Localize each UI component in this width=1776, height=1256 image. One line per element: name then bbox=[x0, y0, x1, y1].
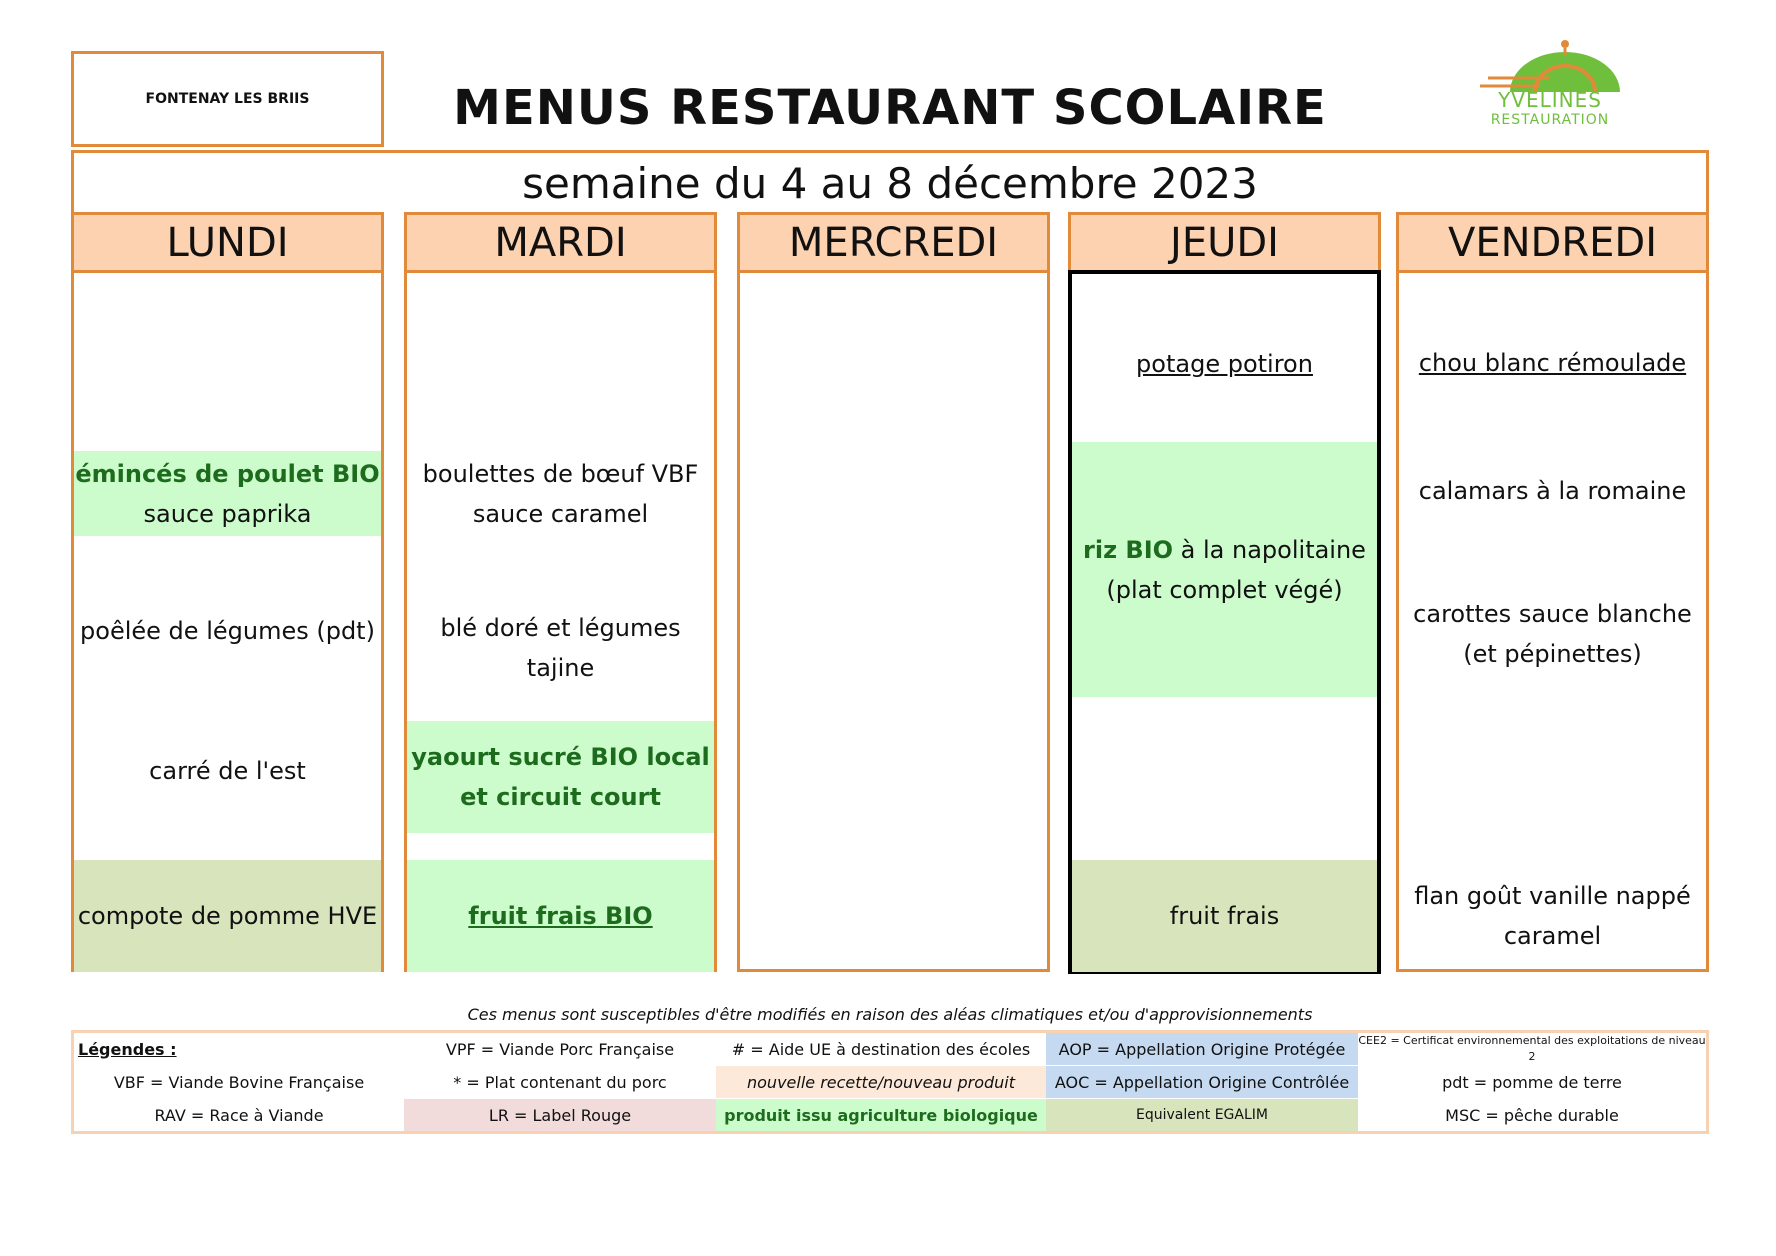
main-dish bbox=[407, 451, 714, 536]
legend-lr: LR = Label Rouge bbox=[404, 1099, 716, 1131]
day-column-lundi bbox=[71, 212, 384, 972]
side-dish-line1: carottes sauce blanche bbox=[1413, 599, 1692, 628]
school-name: FONTENAY LES BRIIS bbox=[145, 91, 310, 107]
day-column-mardi bbox=[404, 212, 717, 972]
side-dish-text: poêlée de légumes (pdt) bbox=[80, 616, 375, 645]
starter bbox=[1399, 328, 1706, 398]
legend-aop: AOP = Appellation Origine Protégée bbox=[1046, 1033, 1358, 1065]
dairy bbox=[407, 721, 714, 833]
logo-line1: YVELINES bbox=[1498, 88, 1602, 112]
legend-vpf: VPF = Viande Porc Française bbox=[445, 1039, 675, 1059]
dessert-text: compote de pomme HVE bbox=[77, 902, 378, 930]
legend-pdt: pdt = pomme de terre bbox=[1442, 1072, 1622, 1092]
legend-bio: produit issu agriculture biologique bbox=[716, 1099, 1046, 1131]
legend-cee2: CEE2 = Certificat environnemental des exploitations de niveau 2 bbox=[1358, 1034, 1706, 1063]
starter bbox=[1072, 329, 1377, 399]
cheese bbox=[74, 733, 381, 808]
dairy-line1: yaourt sucré BIO local bbox=[411, 743, 710, 771]
main-dish-text: calamars à la romaine bbox=[1418, 477, 1687, 505]
dessert-line1: flan goût vanille nappé bbox=[1414, 881, 1691, 910]
legend-ue: # = Aide UE à destination des écoles bbox=[731, 1039, 1031, 1059]
main-dish-line2: sauce paprika bbox=[143, 499, 312, 528]
main-dish bbox=[74, 451, 381, 536]
dessert bbox=[1072, 860, 1377, 972]
day-body-mardi bbox=[404, 270, 717, 972]
week-title: semaine du 4 au 8 décembre 2023 bbox=[71, 150, 1709, 215]
legend-msc: MSC = pêche durable bbox=[1445, 1105, 1619, 1125]
main-dish-line1: émincés de poulet BIO bbox=[75, 459, 380, 488]
main-dish bbox=[1399, 456, 1706, 526]
legend-aoc: AOC = Appellation Origine Contrôlée bbox=[1046, 1066, 1358, 1098]
side-dish bbox=[74, 593, 381, 668]
side-dish-line1: blé doré et légumes bbox=[440, 613, 681, 642]
day-body-mercredi bbox=[737, 270, 1050, 972]
legend-porc: * = Plat contenant du porc bbox=[453, 1072, 667, 1092]
side-dish-line2: (et pépinettes) bbox=[1463, 639, 1642, 668]
side-dish bbox=[1399, 591, 1706, 676]
legend bbox=[71, 1030, 1709, 1134]
main-dish-line2: sauce caramel bbox=[472, 499, 649, 528]
dessert bbox=[74, 860, 381, 972]
day-header-mercredi: MERCREDI bbox=[737, 212, 1050, 273]
main-dish-line1: boulettes de bœuf VBF bbox=[422, 459, 699, 488]
main-dish bbox=[1072, 442, 1377, 697]
logo-line2: RESTAURATION bbox=[1490, 112, 1610, 128]
bio-label: riz BIO bbox=[1083, 535, 1174, 564]
day-column-mercredi bbox=[737, 212, 1050, 972]
starter-text: chou blanc rémoulade bbox=[1418, 349, 1687, 377]
page-title: MENUS RESTAURANT SCOLAIRE bbox=[453, 80, 1327, 136]
dairy-line2: et circuit court bbox=[460, 783, 661, 811]
main-dish-rest: à la napolitaine bbox=[1173, 535, 1366, 564]
school-name-box bbox=[71, 51, 384, 147]
legend-egalim: Equivalent EGALIM bbox=[1046, 1099, 1358, 1131]
day-body-lundi bbox=[71, 270, 384, 972]
main-dish-line2: (plat complet végé) bbox=[1106, 575, 1343, 604]
day-body-jeudi bbox=[1068, 270, 1381, 974]
legend-new: nouvelle recette/nouveau produit bbox=[716, 1066, 1046, 1098]
side-dish-line2: tajine bbox=[526, 653, 595, 682]
legend-vbf: VBF = Viande Bovine Française bbox=[113, 1072, 365, 1092]
legend-title: Légendes : bbox=[78, 1039, 177, 1059]
day-body-vendredi bbox=[1396, 270, 1709, 972]
main-dish-line1 bbox=[1083, 530, 1366, 570]
dessert-line2: caramel bbox=[1503, 921, 1602, 950]
side-dish bbox=[407, 605, 714, 690]
cheese-text: carré de l'est bbox=[149, 756, 306, 785]
starter-text: potage potiron bbox=[1136, 350, 1313, 378]
day-header-vendredi: VENDREDI bbox=[1396, 212, 1709, 273]
disclaimer-note: Ces menus sont susceptibles d'être modifiés en raison des aléas climatiques et/ou d'approvisionnements bbox=[467, 1005, 1313, 1024]
day-header-jeudi: JEUDI bbox=[1068, 212, 1381, 273]
dessert-text: fruit frais BIO bbox=[468, 902, 653, 930]
logo bbox=[1440, 34, 1660, 134]
day-header-lundi: LUNDI bbox=[71, 212, 384, 273]
day-header-mardi: MARDI bbox=[404, 212, 717, 273]
legend-rav: RAV = Race à Viande bbox=[154, 1105, 324, 1125]
dessert bbox=[1399, 873, 1706, 958]
dessert bbox=[407, 860, 714, 972]
day-column-vendredi bbox=[1396, 212, 1709, 972]
dessert-text: fruit frais bbox=[1169, 902, 1280, 930]
day-column-jeudi bbox=[1068, 212, 1381, 972]
